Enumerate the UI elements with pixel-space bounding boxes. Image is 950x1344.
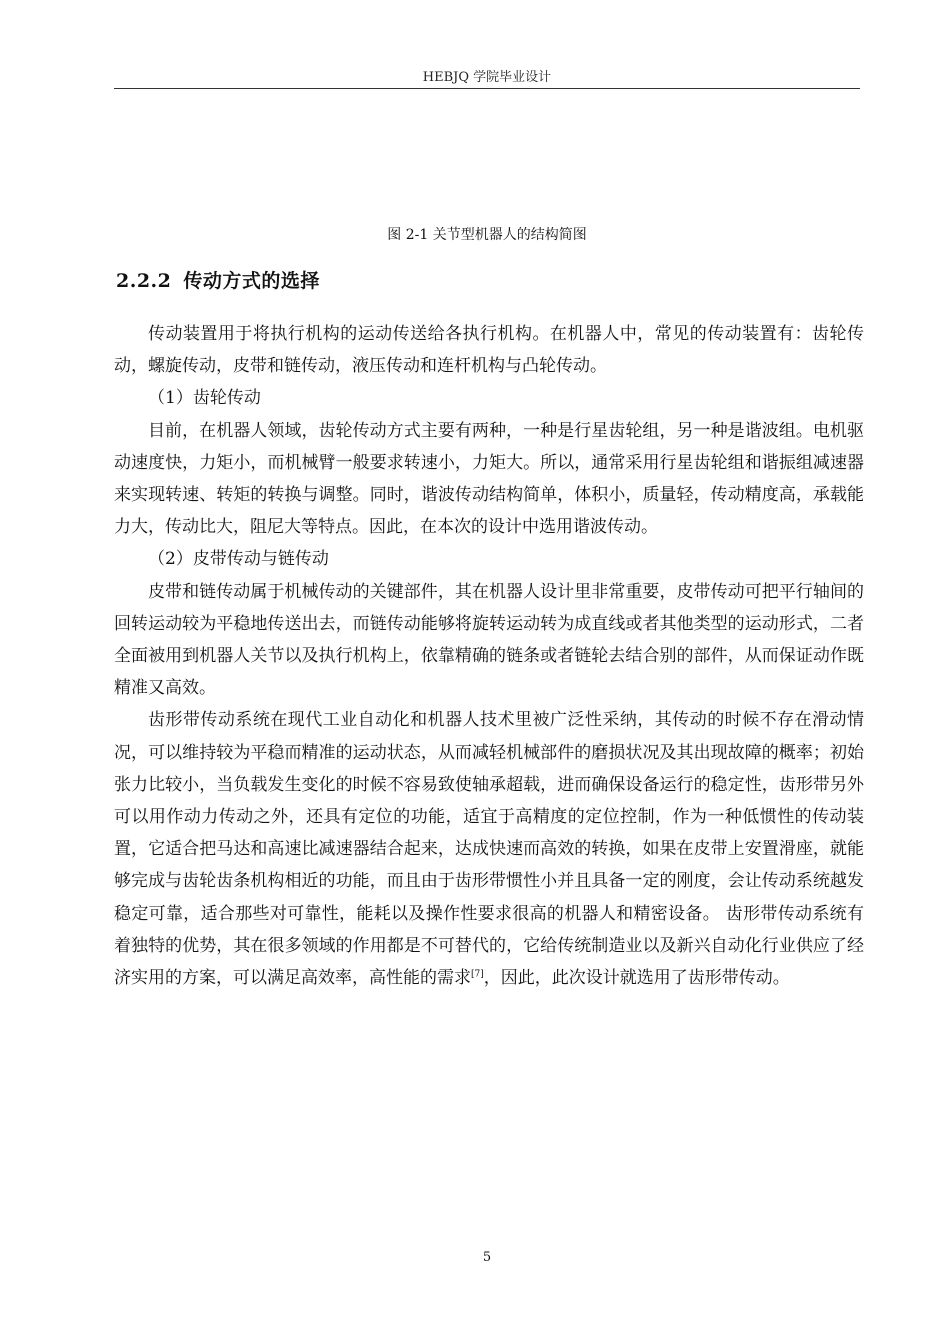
figure-caption: 图 2-1 关节型机器人的结构简图: [387, 227, 587, 243]
paragraph: 皮带和链传动属于机械传动的关键部件，其在机器人设计里非常重要，皮带传动可把平行轴间的回转运动较为平稳地传送出去，而链传动能够将旋转运动转为成直线或者其他类型的运动形式，二者全面被用到机器人关节以及执行机构上，依靠精确的链条或者链轮去结合别的部件，从而保证动作既精准又高效。: [114, 581, 864, 699]
paragraph: 传动装置用于将执行机构的运动传送给各执行机构。在机器人中，常见的传动装置有：齿轮传动，螺旋传动，皮带和链传动，液压传动和连杆机构与凸轮传动。: [114, 324, 864, 377]
paragraph-text: ，因此，此次设计就选用了齿形带传动。: [483, 968, 790, 989]
section-number: 2.2.2: [116, 270, 172, 292]
page-number: 5: [482, 1250, 492, 1265]
subheading-belt-chain: （2）皮带传动与链传动: [148, 549, 329, 570]
subheading-gear: （1）齿轮传动: [148, 388, 261, 409]
section-heading: [116, 266, 320, 293]
citation-ref[interactable]: [7]: [471, 969, 484, 980]
paragraph: [114, 704, 864, 994]
paragraph-text: 齿形带传动系统在现代工业自动化和机器人技术里被广泛性采纳，其传动的时候不存在滑动情况，可以维持较为平稳而精准的运动状态，从而减轻机械部件的磨损状况及其出现故障的概率；初始张力比较小，当负载发生变化的时候不容易致使轴承超载，进而确保设备运行的稳定性，齿形带另外可以用作动力传动之外，还具有定位的功能，适宜于高精度的定位控制，作为一种低惯性的传动装置，它适合把马达和高速比减速器结合起来，达成快速而高效的转换，如果在皮带上安置滑座，就能够完成与齿轮齿条机构相近的功能，而且由于齿形带惯性小并且具备一定的刚度，会让传动系统越发稳定可靠，适合那些对可靠性，能耗以及操作性要求很高的机器人和精密设备。 齿形带传动系统有着独特的优势，其在很多领域的作用都是不可替代的，它给传统制造业以及新兴自动化行业供应了经济实用的方案，可以满足高效率，高性能的需求: [114, 710, 864, 989]
body-text: [114, 318, 864, 994]
paragraph: 目前，在机器人领域，齿轮传动方式主要有两种，一种是行星齿轮组，另一种是谐波组。电机驱动速度快，力矩小，而机械臂一般要求转速小，力矩大。所以，通常采用行星齿轮组和谐振组减速器来实现转速、转矩的转换与调整。同时，谐波传动结构简单，体积小，质量轻，传动精度高，承载能力大，传动比大，阻尼大等特点。因此，在本次的设计中选用谐波传动。: [114, 420, 864, 538]
page-header: HEBJQ 学院毕业设计: [422, 70, 552, 85]
section-title: 传动方式的选择: [183, 270, 320, 292]
header-divider: [114, 88, 860, 89]
